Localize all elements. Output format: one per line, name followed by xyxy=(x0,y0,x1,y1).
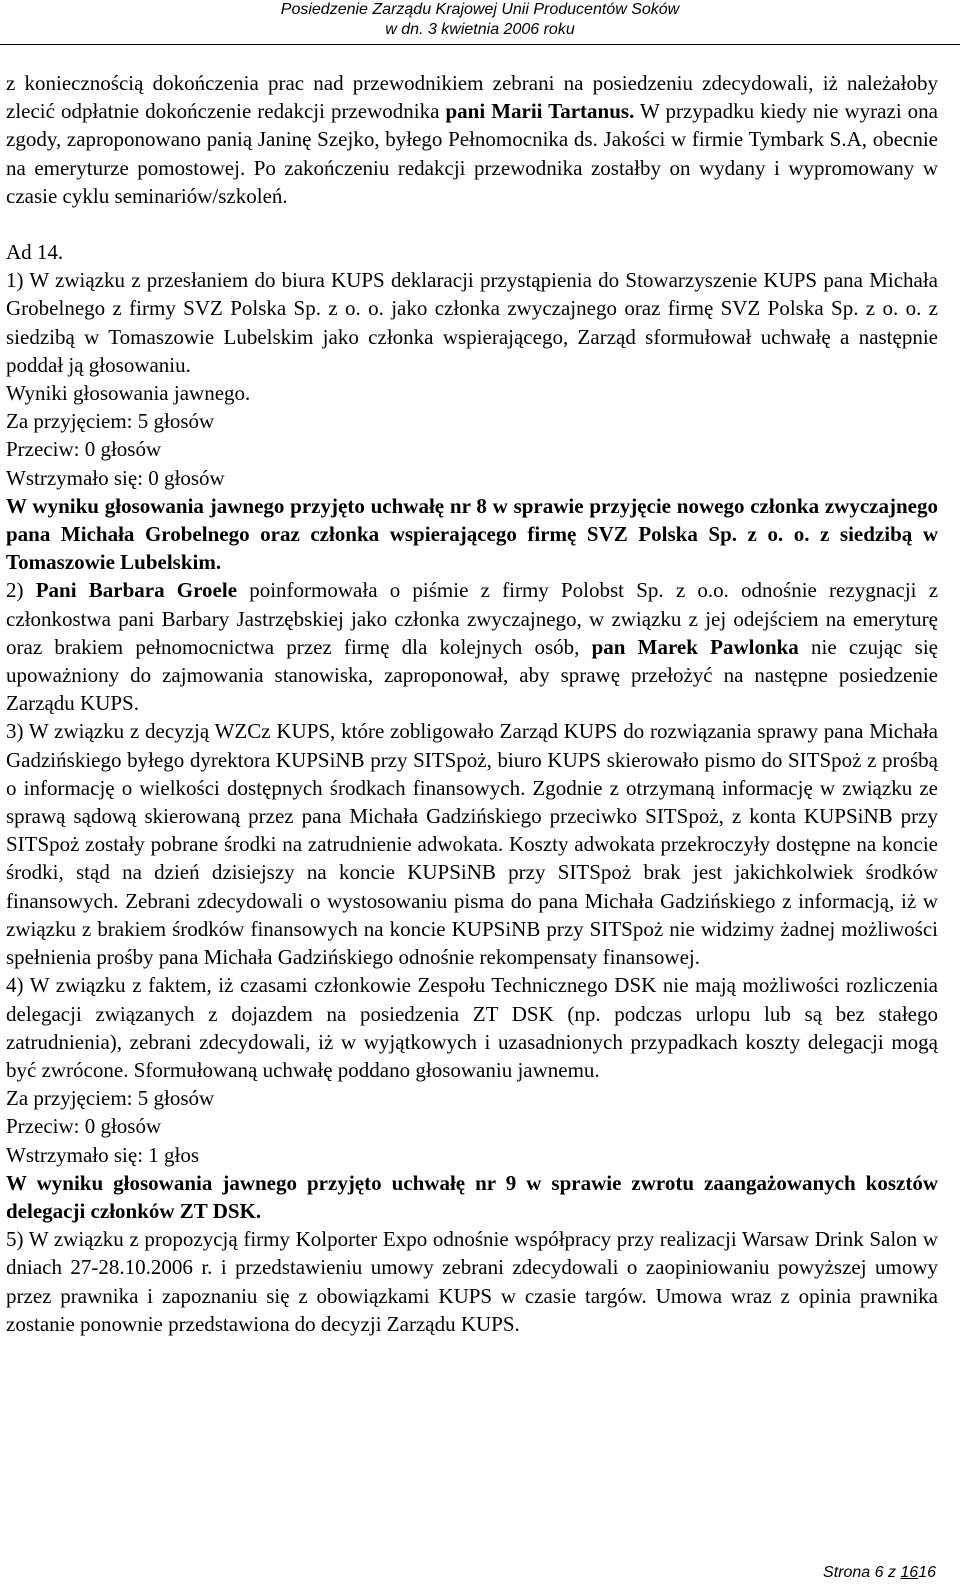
section-heading: Ad 14. xyxy=(6,240,64,265)
item-2 xyxy=(6,576,938,717)
document-body xyxy=(6,69,938,1338)
item2-bold-name: Pani Barbara Groele xyxy=(35,578,238,603)
resolution-9: W wyniku głosowania jawnego przyjęto uchwałę nr 9 w sprawie zwrotu zaangażowanych kosztów delegacji członków ZT DSK. xyxy=(6,1170,938,1223)
page-number-prefix: Strona 6 z xyxy=(823,1564,901,1581)
header-date: w dn. 3 kwietnia 2006 roku xyxy=(385,21,575,38)
intro-text: z koniecznością dokończenia prac nad przewodnikiem zebrani na posiedzeniu zdecydowali, iż należałoby zlecić odpłatnie dokończenie redakcji przewodnika xyxy=(6,71,938,124)
item-1: 1) W związku z przesłaniem do biura KUPS deklaracji przystąpienia do Stowarzyszenie KUPS pana Michała Grobelnego z firmy SVZ Polska Sp. z o. o. jako członka zwyczajnego oraz firmę SVZ Polska Sp. z o. o. z siedzibą w Tomaszowie Lubelskim jako członka wspierającego, Zarząd sformułował uchwałę a następnie poddał ją głosowaniu. xyxy=(6,268,938,377)
item-4: 4) W związku z faktem, iż czasami członkowie Zespołu Technicznego DSK nie mają możliwości rozliczenia delegacji związanych z dojazdem na posiedzenia ZT DSK (np. podczas urlopu lub są bez stałego zatrudnienia), zebrani zdecydowali, iż w wyjątkowych i uzasadnionych przypadkach koszty delegacji mogą być zwrócone. Sformułowaną uchwałę poddano głosowaniu jawnemu. xyxy=(6,973,938,1082)
header-divider xyxy=(0,44,960,45)
vote2-for: Za przyjęciem: 5 głosów xyxy=(6,1086,215,1111)
item-5: 5) W związku z propozycją firmy Kolporter Expo odnośnie współpracy przy realizacji Warsaw Drink Salon w dniach 27-28.10.2006 r. i przedstawieniu umowy zebrani zdecydowali o zaopiniowaniu powyższej umowy przez prawnika i zapoznaniu się z obowiązkami KUPS w czasie targów. Umowa wraz z opinia prawnika zostanie ponownie przedstawiona do decyzji Zarządu KUPS. xyxy=(6,1227,938,1336)
page-number xyxy=(823,1564,936,1582)
vote1-against: Przeciw: 0 głosów xyxy=(6,437,162,462)
paragraph-intro xyxy=(6,69,938,210)
spacer xyxy=(6,210,938,238)
intro-text-rest: W przypadku kiedy nie wyrazi ona zgody, zaproponowano panią Janinę Szejko, byłego Pełnomocnika ds. Jakości w firmie Tymbark S.A, obecnie na emeryturze pomostowej. Po zakończeniu redakcji przewodnika zostałby on wydany i wypromowany w czasie cyklu seminariów/szkoleń. xyxy=(6,99,939,208)
resolution-8: W wyniku głosowania jawnego przyjęto uchwałę nr 8 w sprawie przyjęcie nowego członka zwyczajnego pana Michała Grobelnego oraz członka wspierającego firmę SVZ Polska Sp. z o. o. z siedzibą w Tomaszowie Lubelskim. xyxy=(6,493,938,575)
item2-text-end: nie czując się upoważniony do zajmowania stanowiska, zaproponował, aby sprawę przełożyć na następne posiedzenie Zarządu KUPS. xyxy=(6,634,938,716)
vote1-abstain: Wstrzymało się: 0 głosów xyxy=(6,465,225,490)
intro-bold-name: pani Marii Tartanus. xyxy=(445,99,635,124)
item2-bold-name-2: pan Marek Pawlonka xyxy=(591,634,799,659)
vote2-against: Przeciw: 0 głosów xyxy=(6,1114,162,1139)
page-total-a: 16 xyxy=(900,1564,919,1581)
item2-number: 2) xyxy=(6,578,36,603)
vote-header: Wyniki głosowania jawnego. xyxy=(6,381,251,406)
item-3: 3) W związku z decyzją WZCz KUPS, które zobligowało Zarząd KUPS do rozwiązania sprawy pana Michała Gadzińskiego byłego dyrektora KUPSiNB przy SITSpoż, biuro KUPS skierowało pismo do SITSpoż z prośbą o informację o wielkości dostępnych środkach finansowych. Zgodnie z otrzymaną informację w związku ze sprawą sądową skierowaną przez pana Michała Gadzińskiego przeciwko SITSpoż, z konta KUPSiNB przy SITSpoż zostały pobrane środki na zatrudnienie adwokata. Koszty adwokata przekroczyły dostępne na koncie środki, stąd na dzień dzisiejszy na koncie KUPSiNB przy SITSpoż brak jest jakichkolwiek środków finansowych. Zebrani zdecydowali o wystosowaniu pisma do pana Michała Gadzińskiego z informacją, iż w związku z brakiem środków finansowych na koncie KUPSiNB przy SITSpoż nie widzimy żadnej możliwości spełnienia prośby pana Michała Gadzińskiego odnośnie rekompensaty finansowej. xyxy=(6,719,938,970)
item2-text: poinformowała o piśmie z firmy Polobst Sp. z o.o. odnośnie rezygnacji z członkostwa pani Barbary Jastrzębskiej jako członka zwyczajnego, w związku z jej odejściem na emeryturę oraz brakiem pełnomocnictwa przez firmę dla kolejnych osób, xyxy=(6,578,939,659)
page-total-b: 16 xyxy=(918,1564,936,1581)
vote2-abstain: Wstrzymało się: 1 głos xyxy=(6,1142,200,1167)
vote1-for: Za przyjęciem: 5 głosów xyxy=(6,409,215,434)
header-title: Posiedzenie Zarządu Krajowej Unii Producentów Soków xyxy=(280,1,680,18)
